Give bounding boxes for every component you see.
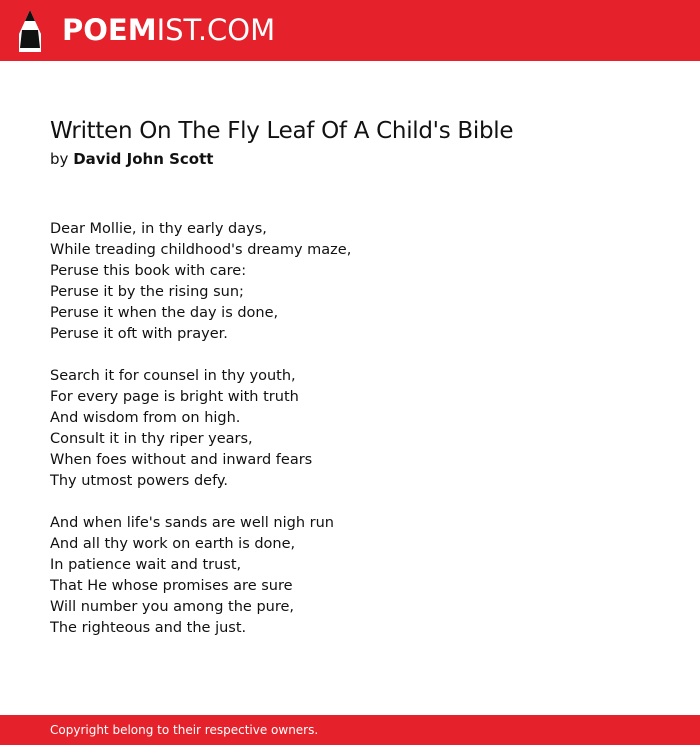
poem-line: Peruse it oft with prayer.: [50, 326, 228, 342]
copyright-notice: Copyright belong to their respective owners.: [50, 723, 319, 737]
poem-line: Consult it in thy riper years,: [50, 431, 253, 447]
poem-line: Will number you among the pure,: [50, 599, 295, 615]
poem-line: Dear Mollie, in thy early days,: [50, 221, 267, 237]
stanza-3: [50, 513, 650, 639]
poem-line: Thy utmost powers defy.: [50, 473, 229, 489]
poem-line: Search it for counsel in thy youth,: [50, 368, 296, 384]
poem-line: Peruse this book with care:: [50, 263, 247, 279]
poem-line: While treading childhood's dreamy maze,: [50, 242, 352, 258]
by-label: by: [50, 150, 69, 168]
site-footer: [0, 715, 700, 745]
logo-light-text: IST.COM: [156, 13, 276, 47]
poem-line: In patience wait and trust,: [50, 557, 242, 573]
poem-line: And when life's sands are well nigh run: [50, 515, 334, 531]
byline: [50, 148, 213, 170]
poem-title: Written On The Fly Leaf Of A Child's Bible: [50, 118, 514, 144]
poem-line: When foes without and inward fears: [50, 452, 313, 468]
poem-line: And all thy work on earth is done,: [50, 536, 296, 552]
poem-line: And wisdom from on high.: [50, 410, 241, 426]
poem-body: [50, 219, 650, 660]
logo-bold-text: POEM: [62, 13, 157, 47]
site-logo[interactable]: [62, 12, 275, 48]
stanza-2: [50, 366, 650, 492]
poem-line: The righteous and the just.: [50, 620, 247, 636]
poem-line: For every page is bright with truth: [50, 389, 299, 405]
stanza-1: [50, 219, 650, 345]
poem-line: Peruse it by the rising sun;: [50, 284, 244, 300]
poem-line: That He whose promises are sure: [50, 578, 293, 594]
poem-line: Peruse it when the day is done,: [50, 305, 279, 321]
author-name: David John Scott: [73, 150, 214, 168]
pencil-logo-icon[interactable]: [17, 10, 43, 52]
site-header: [0, 0, 700, 61]
